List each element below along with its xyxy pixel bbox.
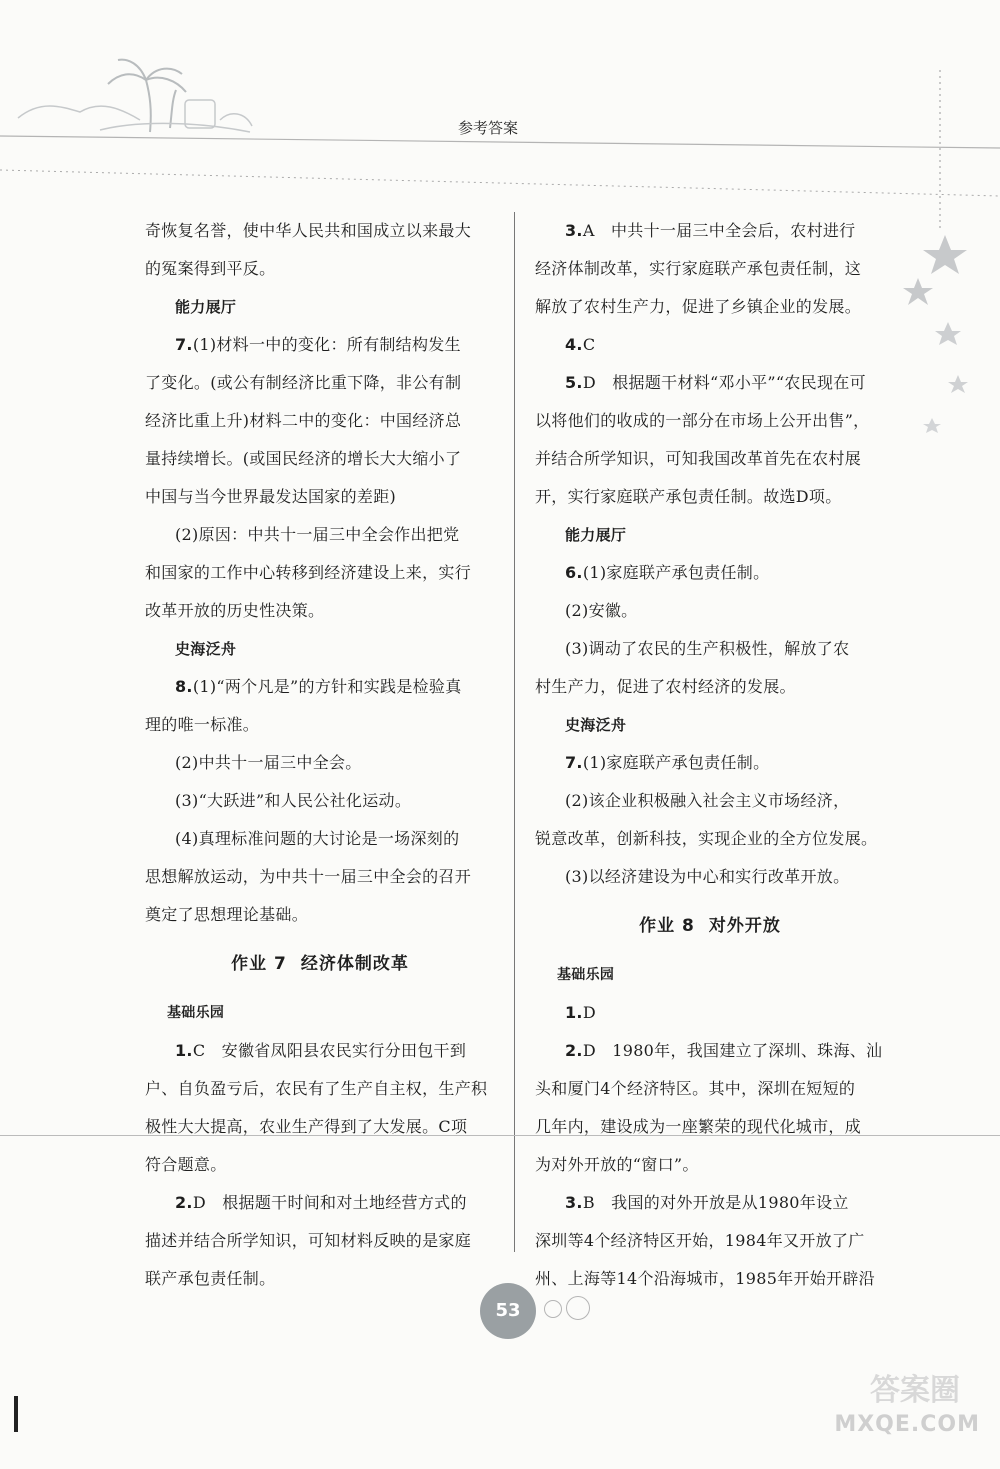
text-line: 深圳等4个经济特区开始，1984年又开放了广 bbox=[535, 1231, 865, 1250]
text-line: 描述并结合所学知识，可知材料反映的是家庭 bbox=[145, 1231, 472, 1250]
text-line: 奠定了思想理论基础。 bbox=[145, 905, 309, 924]
circle-decoration-icon bbox=[566, 1296, 590, 1320]
text-line: 州、上海等14个沿海城市，1985年开始开辟沿 bbox=[535, 1269, 875, 1288]
section-title: 基础乐园 bbox=[167, 1005, 225, 1021]
question-number: 2. bbox=[175, 1193, 193, 1212]
answer-text: D bbox=[582, 1003, 596, 1022]
text-line: 理的唯一标准。 bbox=[145, 715, 260, 734]
text-line: 头和厦门4个经济特区。其中，深圳在短短的 bbox=[535, 1079, 856, 1098]
answer-item bbox=[535, 326, 885, 364]
question-number: 1. bbox=[175, 1041, 193, 1060]
question-number: 7. bbox=[565, 753, 583, 772]
section-title: 基础乐园 bbox=[557, 967, 615, 983]
answer-item bbox=[535, 364, 885, 402]
watermark-logo: 答案圈 bbox=[870, 1373, 960, 1408]
question-number: 1. bbox=[565, 1003, 583, 1022]
circle-decoration-icon bbox=[544, 1300, 562, 1318]
text-line: 并结合所学知识，可知我国改革首先在农村展 bbox=[535, 449, 862, 468]
assignment-number: 作业 7 bbox=[231, 954, 287, 974]
answer-item bbox=[535, 1184, 885, 1222]
left-column bbox=[145, 212, 495, 1298]
answer-text: (1)“两个凡是”的方针和实践是检验真 bbox=[192, 677, 462, 696]
question-number: 3. bbox=[565, 1193, 583, 1212]
assignment-heading bbox=[145, 934, 495, 994]
text-line: 经济体制改革，实行家庭联产承包责任制，这 bbox=[535, 259, 862, 278]
answer-item bbox=[535, 744, 885, 782]
answer-line: (2)安徽。 bbox=[565, 601, 638, 620]
star-icon bbox=[948, 375, 968, 393]
answer-item bbox=[535, 1032, 885, 1070]
answer-item bbox=[145, 668, 495, 706]
scan-edge-mark bbox=[14, 1396, 18, 1432]
star-icon bbox=[903, 278, 933, 305]
answer-item bbox=[535, 994, 885, 1032]
answer-text: A 中共十一届三中全会后，农村进行 bbox=[582, 221, 856, 240]
section-title: 史海泛舟 bbox=[175, 640, 237, 658]
header-dotted-line bbox=[0, 170, 1000, 196]
text-line: 以将他们的收成的一部分在市场上公开出售”， bbox=[535, 411, 870, 430]
answer-line: (3)调动了农民的生产积极性，解放了农 bbox=[565, 639, 850, 658]
text-line: 了变化。(或公有制经济比重下降，非公有制 bbox=[145, 373, 462, 392]
answer-item bbox=[535, 212, 885, 250]
watermark-site: MXQE.COM bbox=[834, 1412, 980, 1437]
section-title: 能力展厅 bbox=[565, 526, 627, 544]
assignment-title: 对外开放 bbox=[708, 916, 781, 936]
question-number: 8. bbox=[175, 677, 193, 696]
text-line: 极性大大提高，农业生产得到了大发展。C项 bbox=[145, 1117, 468, 1136]
right-column bbox=[535, 212, 885, 1298]
answer-item bbox=[535, 554, 885, 592]
answer-line: (3)以经济建设为中心和实行改革开放。 bbox=[565, 867, 850, 886]
answer-text: (1)材料一中的变化：所有制结构发生 bbox=[192, 335, 461, 354]
question-number: 7. bbox=[175, 335, 193, 354]
answer-text: C 安徽省凤阳县农民实行分田包干到 bbox=[192, 1041, 467, 1060]
text-line: 联产承包责任制。 bbox=[145, 1269, 276, 1288]
text-line: 户、自负盈亏后，农民有了生产自主权，生产积 bbox=[145, 1079, 488, 1098]
answer-text: D 根据题干材料“邓小平”“农民现在可 bbox=[582, 373, 866, 392]
answer-text: (1)家庭联产承包责任制。 bbox=[582, 563, 770, 582]
text-line: 经济比重上升)材料二中的变化：中国经济总 bbox=[145, 411, 462, 430]
text-line: 中国与当今世界最发达国家的差距) bbox=[145, 487, 397, 506]
question-number: 5. bbox=[565, 373, 583, 392]
answer-line: (2)中共十一届三中全会。 bbox=[175, 753, 362, 772]
answer-text: B 我国的对外开放是从1980年设立 bbox=[582, 1193, 849, 1212]
stars-decoration bbox=[900, 230, 980, 450]
text-line: 开，实行家庭联产承包责任制。故选D项。 bbox=[535, 487, 842, 506]
answer-item bbox=[145, 1032, 495, 1070]
text-line: 的冤案得到平反。 bbox=[145, 259, 276, 278]
answer-text: C bbox=[582, 335, 596, 354]
text-line: 符合题意。 bbox=[145, 1155, 227, 1174]
star-icon bbox=[923, 235, 967, 274]
answer-line: (2)该企业积极融入社会主义市场经济， bbox=[565, 791, 850, 810]
text-line: 思想解放运动，为中共十一届三中全会的召开 bbox=[145, 867, 472, 886]
text-line: 和国家的工作中心转移到经济建设上来，实行 bbox=[145, 563, 472, 582]
text-line: 锐意改革，创新科技，实现企业的全方位发展。 bbox=[535, 829, 878, 848]
text-line: 几年内，建设成为一座繁荣的现代化城市，成 bbox=[535, 1117, 862, 1136]
star-icon bbox=[935, 322, 961, 345]
header-decoration bbox=[0, 0, 1000, 230]
star-icon bbox=[923, 418, 941, 433]
question-number: 6. bbox=[565, 563, 583, 582]
text-line: 奇恢复名誉，使中华人民共和国成立以来最大 bbox=[145, 221, 472, 240]
page-number: 53 bbox=[480, 1283, 536, 1339]
text-line: 村生产力，促进了农村经济的发展。 bbox=[535, 677, 796, 696]
text-line: 解放了农村生产力，促进了乡镇企业的发展。 bbox=[535, 297, 862, 316]
answer-item bbox=[145, 326, 495, 364]
answer-text: D 1980年，我国建立了深圳、珠海、汕 bbox=[582, 1041, 883, 1060]
section-title: 史海泛舟 bbox=[565, 716, 627, 734]
answer-line: (3)“大跃进”和人民公社化运动。 bbox=[175, 791, 412, 810]
text-line: 为对外开放的“窗口”。 bbox=[535, 1155, 699, 1174]
answer-line: (2)原因：中共十一届三中全会作出把党 bbox=[175, 525, 460, 544]
section-title: 能力展厅 bbox=[175, 298, 237, 316]
question-number: 3. bbox=[565, 221, 583, 240]
palm-tree-icon bbox=[108, 60, 186, 132]
assignment-number: 作业 8 bbox=[639, 916, 695, 936]
column-divider bbox=[514, 212, 515, 1252]
question-number: 2. bbox=[565, 1041, 583, 1060]
question-number: 4. bbox=[565, 335, 583, 354]
text-line: 改革开放的历史性决策。 bbox=[145, 601, 325, 620]
text-line: 量持续增长。(或国民经济的增长大大缩小了 bbox=[145, 449, 462, 468]
island-scene-icon bbox=[18, 100, 252, 132]
page-header-title: 参考答案 bbox=[457, 119, 518, 137]
answer-text: (1)家庭联产承包责任制。 bbox=[582, 753, 770, 772]
answer-item bbox=[145, 1184, 495, 1222]
answer-text: D 根据题干时间和对土地经营方式的 bbox=[192, 1193, 467, 1212]
assignment-heading bbox=[535, 896, 885, 956]
assignment-title: 经济体制改革 bbox=[300, 954, 409, 974]
answer-line: (4)真理标准问题的大讨论是一场深刻的 bbox=[175, 829, 460, 848]
